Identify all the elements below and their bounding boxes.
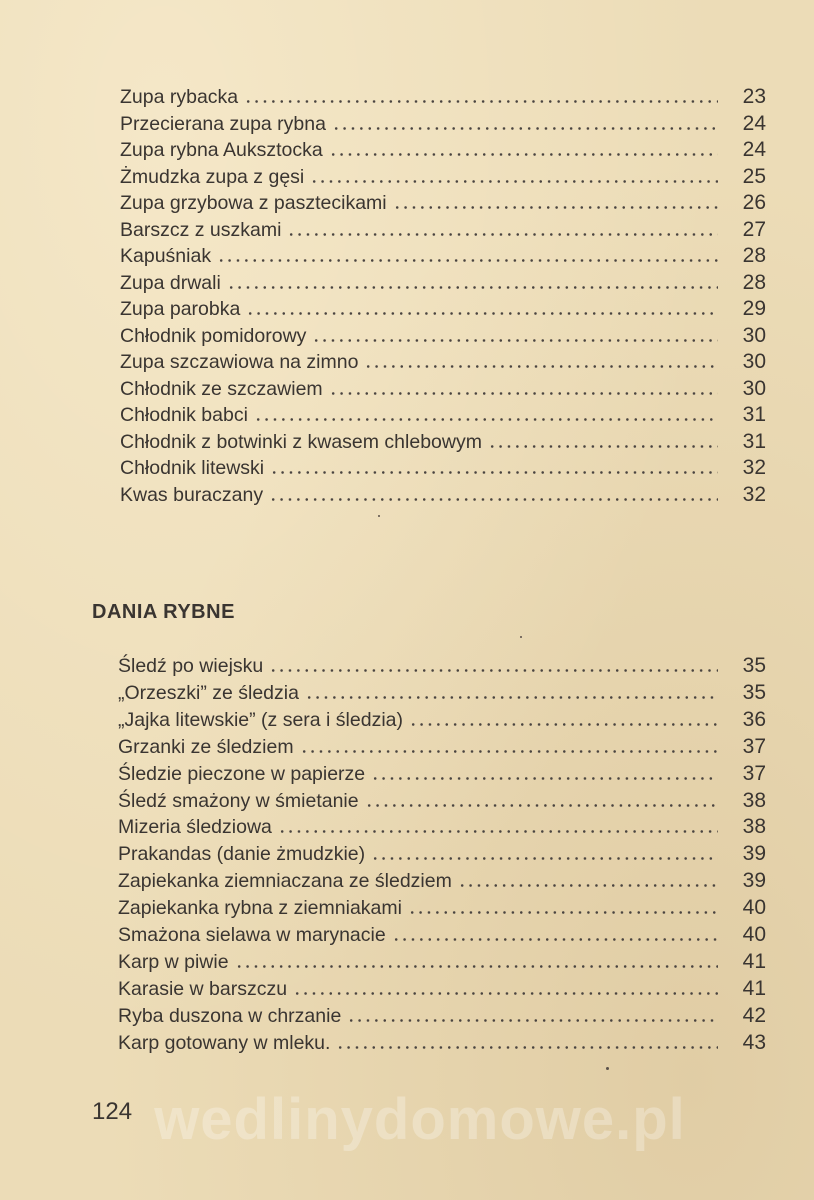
dot-leader	[310, 180, 718, 183]
toc-entry-page: 23	[742, 85, 766, 108]
toc-entry-title: „Orzeszki” ze śledzia	[118, 681, 299, 704]
toc-entry-title: Zupa drwali	[120, 271, 221, 294]
toc-entry-title: Smażona sielawa w marynacie	[118, 924, 386, 946]
dot-leader	[305, 696, 718, 699]
toc-entry-page: 38	[742, 815, 766, 839]
toc-entry-page: 37	[742, 761, 766, 785]
toc-entry-title: Śledzie pieczone w papierze	[118, 762, 366, 785]
toc-entry-page: 27	[742, 217, 766, 241]
toc-entry-title: Chłodnik babci	[120, 404, 248, 426]
toc-entry-page: 29	[742, 297, 766, 320]
toc-entry-title: Zupa szczawiowa na zimno	[120, 351, 359, 373]
dot-leader	[300, 750, 718, 753]
toc-entry-title: Grzanki ze śledziem	[118, 735, 294, 758]
toc-entry-page: 41	[742, 949, 766, 973]
toc-entry	[120, 81, 766, 108]
dot-leader	[235, 965, 718, 968]
toc-entry-page: 24	[742, 138, 766, 161]
toc-entry-title: Zupa parobka	[120, 298, 241, 320]
toc-entry-title: Kapuśniak	[120, 245, 212, 267]
dot-leader	[287, 233, 718, 236]
dot-leader	[392, 938, 718, 941]
toc-entry-title: Karp gotowany w mleku.	[118, 1031, 331, 1054]
toc-entry	[120, 426, 766, 453]
toc-entry-title: Zupa grzybowa z pasztecikami	[120, 192, 387, 214]
toc-entry-title: Ryba duszona w chrzanie	[118, 1004, 342, 1027]
toc-entry-page: 35	[742, 654, 766, 677]
toc-entry-page: 26	[742, 191, 766, 214]
toc-entry-title: Chłodnik z botwinki z kwasem chlebowym	[120, 430, 482, 453]
dot-leader	[332, 127, 718, 130]
toc-entry-page: 40	[742, 923, 766, 946]
toc-entry-title: Zapiekanka rybna z ziemniakami	[118, 897, 402, 920]
toc-entry	[120, 108, 766, 135]
toc-entry	[120, 346, 766, 373]
toc-entry	[118, 650, 766, 677]
toc-entry-page: 43	[742, 1030, 766, 1054]
toc-entry-title: Chłodnik ze szczawiem	[120, 377, 323, 400]
toc-entry-title: Chłodnik litewski	[120, 457, 265, 479]
paper-speck	[520, 636, 522, 638]
toc-entry	[120, 240, 766, 267]
toc-entry-page: 31	[742, 403, 766, 426]
toc-entry-page: 30	[742, 323, 766, 347]
toc-entry-page: 40	[742, 896, 766, 920]
toc-entry-title: Kwas buraczany	[120, 483, 264, 506]
toc-entry-title: Zupa rybacka	[120, 86, 239, 108]
toc-entry	[120, 187, 766, 214]
toc-entry	[120, 479, 766, 506]
toc-entry-page: 39	[742, 842, 766, 866]
dot-leader	[278, 830, 718, 833]
toc-entry	[118, 785, 766, 812]
dot-leader	[254, 418, 718, 421]
toc-entry	[118, 946, 766, 973]
toc-entry	[118, 731, 766, 758]
toc-entry-page: 37	[742, 734, 766, 758]
section-heading-fish: DANIA RYBNE	[92, 601, 235, 623]
toc-entry-page: 28	[742, 270, 766, 294]
dot-leader	[270, 471, 718, 474]
toc-entry-page: 38	[742, 788, 766, 812]
dot-leader	[217, 259, 718, 262]
toc-entry-page: 39	[742, 869, 766, 893]
watermark-text: wedlinydomowe.pl	[154, 1087, 686, 1152]
toc-entry-page: 30	[742, 376, 766, 400]
toc-entry	[118, 973, 766, 1000]
dot-leader	[365, 804, 718, 807]
dot-leader	[364, 365, 718, 368]
dot-leader	[312, 339, 718, 342]
toc-entry	[118, 811, 766, 838]
toc-entry-title: „Jajka litewskie” (z sera i śledzia)	[118, 708, 403, 731]
dot-leader	[371, 777, 718, 780]
toc-entry	[118, 865, 766, 892]
dot-leader	[293, 992, 718, 995]
dot-leader	[371, 857, 718, 860]
toc-entry-title: Mizeria śledziowa	[118, 816, 272, 839]
toc-entry	[120, 161, 766, 188]
toc-entry-page: 31	[742, 429, 766, 453]
toc-entry-page: 25	[742, 164, 766, 188]
toc-entry	[118, 677, 766, 704]
toc-entry	[120, 134, 766, 161]
dot-leader	[227, 286, 718, 289]
dot-leader	[408, 911, 718, 914]
dot-leader	[329, 153, 718, 156]
toc-entry-title: Przecierana zupa rybna	[120, 112, 326, 135]
toc-entry-title: Zupa rybna Auksztocka	[120, 139, 323, 161]
dot-leader	[269, 669, 718, 672]
toc-entry-title: Chłodnik pomidorowy	[120, 324, 307, 347]
dot-leader	[347, 1019, 718, 1022]
toc-entry-title: Karasie w barszczu	[118, 977, 288, 1000]
toc-entry	[118, 892, 766, 919]
page-number: 124	[92, 1098, 133, 1125]
toc-entry-page: 42	[742, 1003, 766, 1027]
paper-speck	[378, 515, 380, 517]
dot-leader	[409, 723, 718, 726]
toc-entry-title: Śledź smażony w śmietanie	[118, 789, 359, 812]
toc-entry	[118, 704, 766, 731]
toc-entry-page: 36	[742, 707, 766, 731]
toc-entry	[120, 214, 766, 241]
toc-entry-page: 30	[742, 350, 766, 373]
toc-entry	[120, 373, 766, 400]
dot-leader	[246, 312, 718, 315]
toc-entry-title: Żmudzka zupa z gęsi	[120, 165, 305, 188]
toc-entry	[118, 919, 766, 946]
toc-entry-page: 28	[742, 244, 766, 267]
toc-entry	[120, 399, 766, 426]
paper-speck	[606, 1067, 609, 1070]
toc-entry-title: Karp w piwie	[118, 950, 229, 973]
toc-entry-title: Barszcz z uszkami	[120, 218, 282, 241]
toc-entry-title: Prakandas (danie żmudzkie)	[118, 843, 366, 866]
toc-entry-title: Śledź po wiejsku	[118, 655, 264, 677]
toc-entry-title: Zapiekanka ziemniaczana ze śledziem	[118, 870, 452, 893]
dot-leader	[488, 445, 718, 448]
toc-entry-page: 32	[742, 456, 766, 479]
dot-leader	[329, 392, 718, 395]
toc-entry	[118, 758, 766, 785]
toc-entry	[120, 293, 766, 320]
dot-leader	[393, 206, 718, 209]
dot-leader	[458, 884, 718, 887]
toc-entry	[118, 1000, 766, 1027]
toc-entry	[118, 1027, 766, 1054]
toc-entry	[120, 267, 766, 294]
toc-entry	[120, 452, 766, 479]
toc-entry-page: 24	[742, 111, 766, 135]
toc-entry	[118, 838, 766, 865]
dot-leader	[336, 1046, 718, 1049]
toc-entry-page: 41	[742, 976, 766, 1000]
toc-entry	[120, 320, 766, 347]
dot-leader	[244, 100, 718, 103]
toc-entry-page: 35	[742, 680, 766, 704]
toc-entry-page: 32	[742, 482, 766, 506]
dot-leader	[269, 498, 718, 501]
